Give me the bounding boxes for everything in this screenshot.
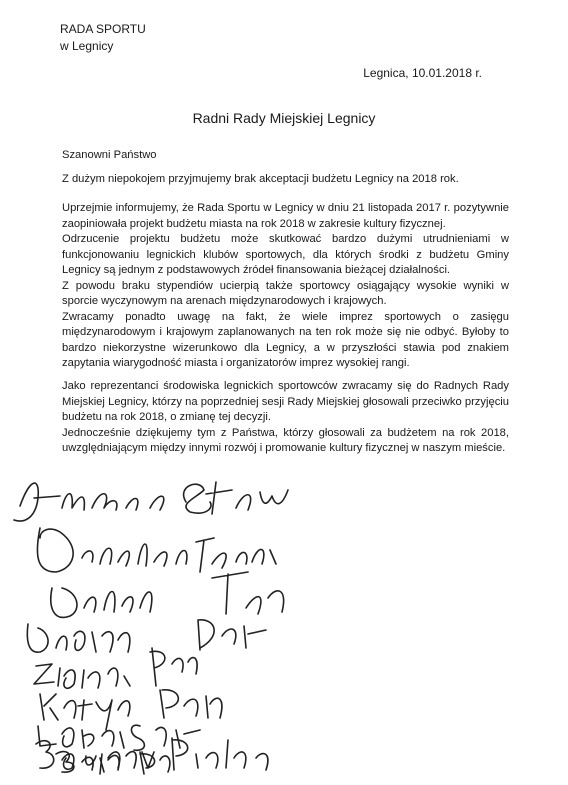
paragraph: Uprzejmie informujemy, że Rada Sportu w Legnicy w dniu 21 listopada 2017 r. pozytywnie zaopiniowała projekt budżetu miasta na rok 2018 w zakresie kultury fizycznej. [62,202,509,230]
handwritten-signatures [0,468,568,778]
intro-text: Z dużym niepokojem przyjmujemy brak akceptacji budżetu Legnicy na 2018 rok. [62,173,459,185]
sender-city: w Legnicy [60,39,114,53]
paragraph: Jako reprezentanci środowiska legnickich sportowców zwracamy się do Radnych Rady Miejskiej Legnicy, którzy na poprzedniej sesji Rady Miejskiej głosowali przeciwko przyjęciu budżetu na rok 2018, o zmianę tej decyzji. [62,380,509,423]
signature-5 [34,648,197,688]
signature-3 [51,572,284,617]
greeting [62,148,509,164]
signature-4 [27,620,266,652]
signature-6 [40,690,222,730]
paragraph: Odrzucenie projektu budżetu może skutkować bardzo dużymi utrudnieniami w funkcjonowaniu legnickich klubów sportowych, dla których środki z budżetu Gminy Legnicy są jednym z podstawowych źródeł finansowania bieżącej działalności. [62,233,509,276]
paragraph: Z powodu braku stypendiów ucierpią także sportowcy osiągający wysokie wyniki w sporcie wyczynowym na arenach międzynarodowych i krajowych. [62,279,509,307]
body-paragraphs [62,201,509,372]
signature-2 [37,528,276,572]
signature-9 [36,738,268,774]
letter-date: Legnica, 10.01.2018 r. [363,66,482,80]
paragraph: Zwracamy ponadto uwagę na fakt, że wiele imprez sportowych o zasięgu międzynarodowym i krajowym zaplanowanych na ten rok może się nie odbyć. Byłoby to bardzo niekorzystne wizerunkowo dla Legnicy, a w przyszłości stawia pod znakiem zapytania wiarygodność miasta i organizatorów imprez wysokiej rangi. [62,310,509,369]
signatures-drawing [0,468,568,778]
signature-7 [38,725,200,750]
closing-paragraphs [62,379,509,457]
intro-paragraph [62,172,509,188]
sender-block [60,21,146,55]
signature-1 [14,482,288,521]
greeting-text: Szanowni Państwo [62,149,157,161]
recipient-heading: Radni Rady Miejskiej Legnicy [192,110,376,126]
paragraph: Jednocześnie dziękujemy tym z Państwa, którzy głosowali za budżetem na rok 2018, uwzględniającym między innymi rozwój i promowanie kultury fizycznej w naszym mieście. [62,426,509,454]
sender-name: RADA SPORTU [60,22,146,36]
